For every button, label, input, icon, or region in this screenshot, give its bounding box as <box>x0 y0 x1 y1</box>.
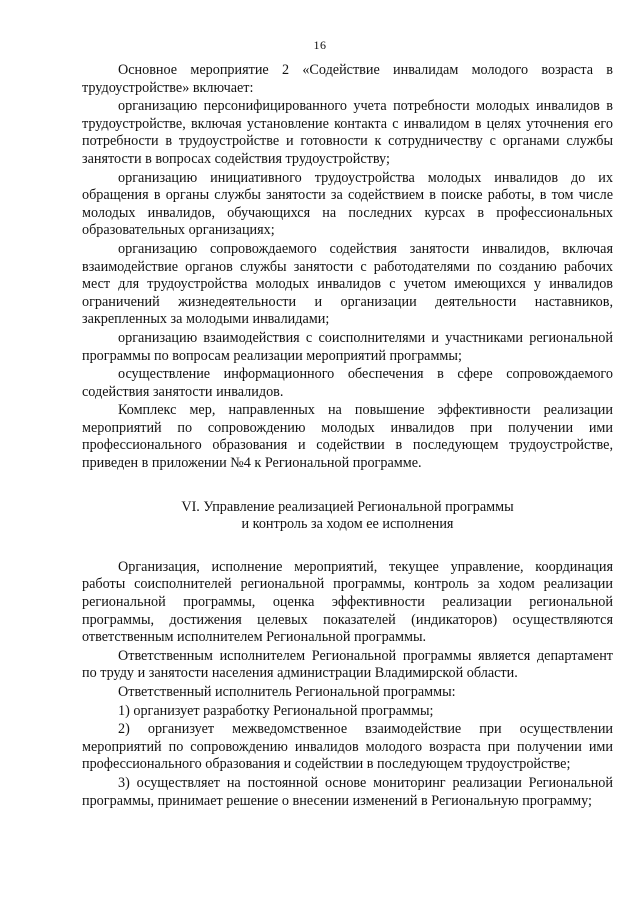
section-heading-line-2: и контроль за ходом ее исполнения <box>241 516 454 533</box>
paragraph: Комплекс мер, направленных на повышение эффективности реализации мероприятий по сопровождению молодых инвалидов при получении ими профессионального образования и содействии в последующем трудоустройстве, приведен в приложении №4 к Региональной программе. <box>82 402 613 472</box>
section-heading <box>82 499 613 534</box>
paragraph: организацию сопровождаемого содействия занятости инвалидов, включая взаимодействие органов службы занятости с работодателями по созданию рабочих мест для трудоустройства молодых инвалидов с учетом имеющихся у инвалидов ограничений жизнедеятельности и организации деятельности наставников, закрепленных за молодыми инвалидами; <box>82 240 613 328</box>
paragraph: организацию взаимодействия с соисполнителями и участниками региональной программы по вопросам реализации мероприятий программы; <box>82 329 613 364</box>
list-item: 1) организует разработку Региональной программы; <box>118 702 434 719</box>
paragraph: Ответственным исполнителем Региональной программы является департамент по труду и занятости населения администрации Владимирской области. <box>82 647 613 682</box>
list-item: 2) организует межведомственное взаимодействие при осуществлении мероприятий по сопровождению инвалидов молодого возраста при получении ими профессионального образования и содействии в последующем трудоустройстве; <box>82 721 613 773</box>
list-item: 3) осуществляет на постоянной основе мониторинг реализации Региональной программы, принимает решение о внесении изменений в Региональную программу; <box>82 774 613 809</box>
paragraph: Ответственный исполнитель Региональной программы: <box>118 684 456 700</box>
paragraph: осуществление информационного обеспечения в сфере сопровождаемого содействия занятости инвалидов. <box>82 366 613 400</box>
paragraph: организацию инициативного трудоустройства молодых инвалидов до их обращения в органы службы занятости за содействием в поиске работы, в том числе молодых инвалидов, обучающихся на последних курсах в профессиональных образовательных организациях; <box>82 169 613 239</box>
paragraph: Организация, исполнение мероприятий, текущее управление, координация работы соисполнителей региональной программы, контроль за ходом реализации региональной программы, оценка эффективности реализации региональной программы, достижения целевых показателей (индикаторов) осуществляются ответственным исполнителем Региональной программы. <box>82 558 613 646</box>
paragraph: организацию персонифицированного учета потребности молодых инвалидов в трудоустройстве, включая установление контакта с инвалидом в целях уточнения его потребности в трудоустройстве и готовности к сотрудничеству с органами службы занятости в вопросах содействия трудоустройству; <box>82 98 613 167</box>
paragraph: Основное мероприятие 2 «Содействие инвалидам молодого возраста в трудоустройстве» включает: <box>82 62 613 96</box>
page-number: 16 <box>313 38 327 52</box>
section-heading-line-1: VI. Управление реализацией Региональной программы <box>181 498 514 515</box>
document-body <box>82 62 613 810</box>
